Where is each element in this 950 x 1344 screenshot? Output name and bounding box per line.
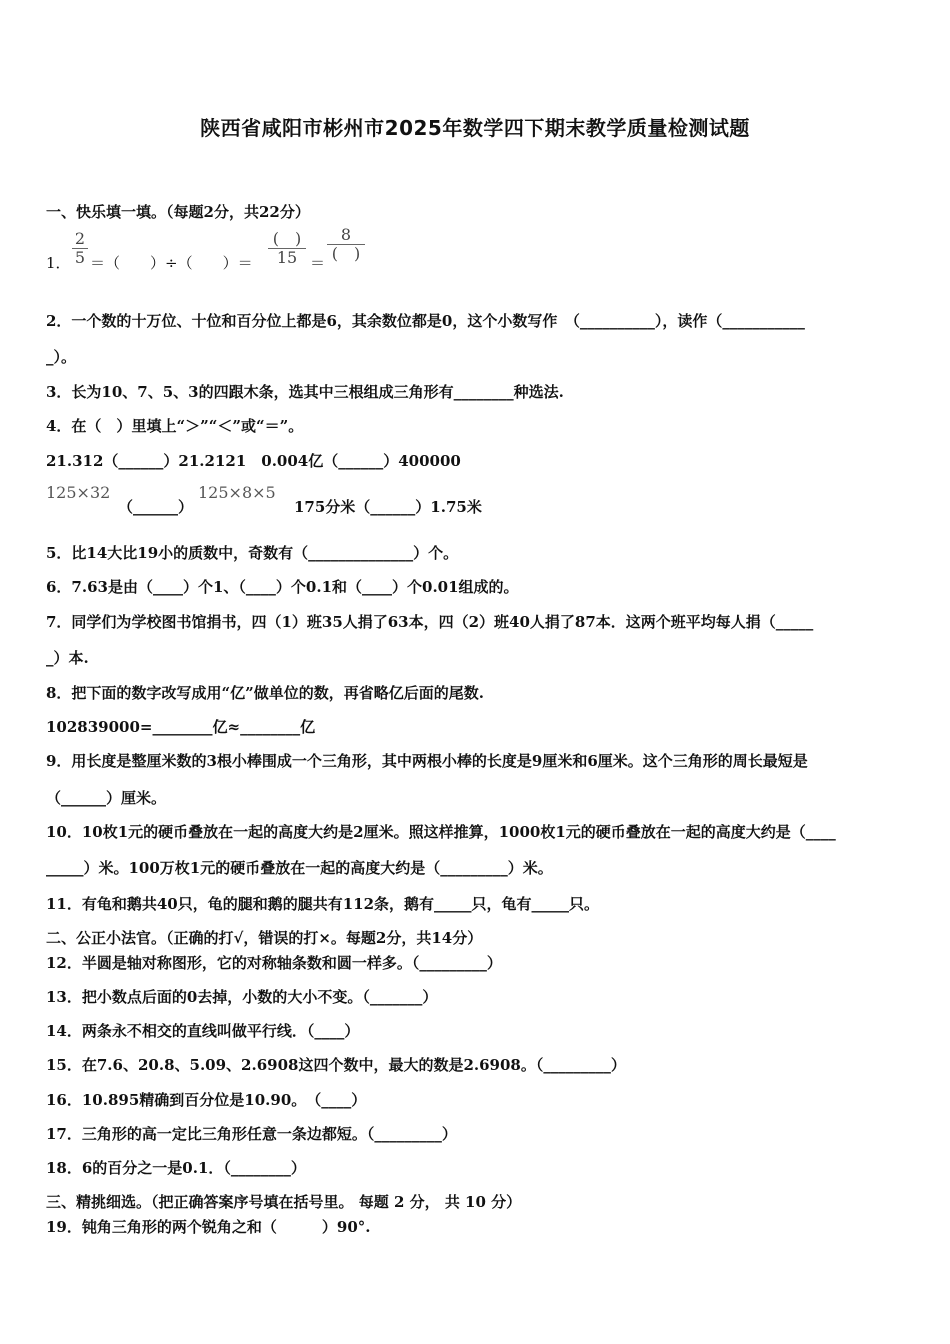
question-12: 12．半圆是轴对称图形，它的对称轴条数和圆一样多。（_________） [46, 954, 502, 972]
frac1-denominator: 5 [74, 248, 86, 267]
fraction-blank-15 [268, 230, 306, 267]
fraction-2-5 [72, 230, 88, 267]
question-3: 3．长为10、7、5、3的四跟木条，选其中三根组成三角形有________种选法. [46, 383, 564, 401]
question-6: 6．7.63是由（____）个1、（____）个0.1和（____）个0.01组成的。 [46, 578, 519, 596]
question-14: 14．两条永不相交的直线叫做平行线．（____） [46, 1022, 360, 1040]
page-title: 陕西省咸阳市彬州市2025年数学四下期末教学质量检测试题 [200, 116, 750, 140]
compare-decimeter-meter: 175分米（______）1.75米 [294, 498, 482, 516]
question-18: 18．6的百分之一是0.1．（________） [46, 1159, 306, 1177]
question-16: 16．10.895精确到百分位是10.90。 （____） [46, 1091, 367, 1109]
fraction-8-blank [327, 226, 365, 263]
frac1-numerator: 2 [72, 230, 88, 249]
question-2-line-2: _）。 [46, 348, 77, 366]
frac3-denominator: ( ) [331, 244, 361, 263]
question-19: 19．钝角三角形的两个锐角之和（ ）90°. [46, 1218, 371, 1236]
question-7-line-2: _）本. [46, 649, 89, 667]
question-13: 13．把小数点后面的0去掉，小数的大小不变。（_______） [46, 988, 438, 1006]
question-10-line-1: 10．10枚1元的硬币叠放在一起的高度大约是2厘米。照这样推算，1000枚1元的硬币叠放在一起的高度大约是（____ [46, 823, 836, 841]
question-15: 15．在7.6、20.8、5.09、2.6908这四个数中，最大的数是2.6908。（_________） [46, 1056, 626, 1074]
question-9-line-1: 9．用长度是整厘米数的3根小棒围成一个三角形，其中两根小棒的长度是9厘米和6厘米。这个三角形的周长最短是 [46, 752, 808, 770]
question-9-line-2: （______）厘米。 [46, 789, 167, 807]
q1-equals: ＝ [310, 254, 326, 272]
blank-compare-1: （______） [118, 498, 194, 516]
question-4: 4．在（ ）里填上“＞”“＜”或“＝”。 [46, 417, 304, 435]
expr-125x32: 125×32 [46, 483, 111, 502]
question-11: 11．有龟和鹅共40只，龟的腿和鹅的腿共有112条，鹅有_____只，龟有_____只。 [46, 895, 600, 913]
question-7-line-1: 7．同学们为学校图书馆捐书，四（1）班35人捐了63本，四（2）班40人捐了87本．这两个班平均每人捐（_____ [46, 613, 814, 631]
question-8-row: 102839000=________亿≈________亿 [46, 718, 316, 736]
question-10-line-2: _____）米。100万枚1元的硬币叠放在一起的高度大约是（_________）米。 [46, 859, 553, 877]
question-2-line-1: 2．一个数的十万位、十位和百分位上都是6，其余数位都是0，这个小数写作 （__________），读作（___________ [46, 312, 805, 330]
section-3-heading: 三、精挑细选。（把正确答案序号填在括号里。 每题 2 分， 共 10 分） [46, 1193, 522, 1211]
frac3-numerator: 8 [327, 226, 365, 245]
q1-middle-text: ＝（ ）÷（ ）＝ [90, 254, 253, 272]
q1-number: 1． [46, 254, 71, 272]
frac2-denominator: 15 [276, 248, 298, 267]
section-2-heading: 二、公正小法官。（正确的打√，错误的打×。每题2分，共14分） [46, 929, 483, 947]
frac2-numerator: ( ) [268, 230, 306, 249]
section-1-heading: 一、快乐填一填。（每题2分，共22分） [46, 203, 310, 221]
question-17: 17．三角形的高一定比三角形任意一条边都短。（_________） [46, 1125, 457, 1143]
question-4-row-1: 21.312（______）21.2121 0.004亿（______）400000 [46, 452, 461, 470]
expr-125x8x5: 125×8×5 [198, 483, 276, 502]
question-5: 5．比14大比19小的质数中，奇数有（______________）个。 [46, 544, 459, 562]
question-8: 8．把下面的数字改写成用“亿”做单位的数，再省略亿后面的尾数. [46, 684, 484, 702]
